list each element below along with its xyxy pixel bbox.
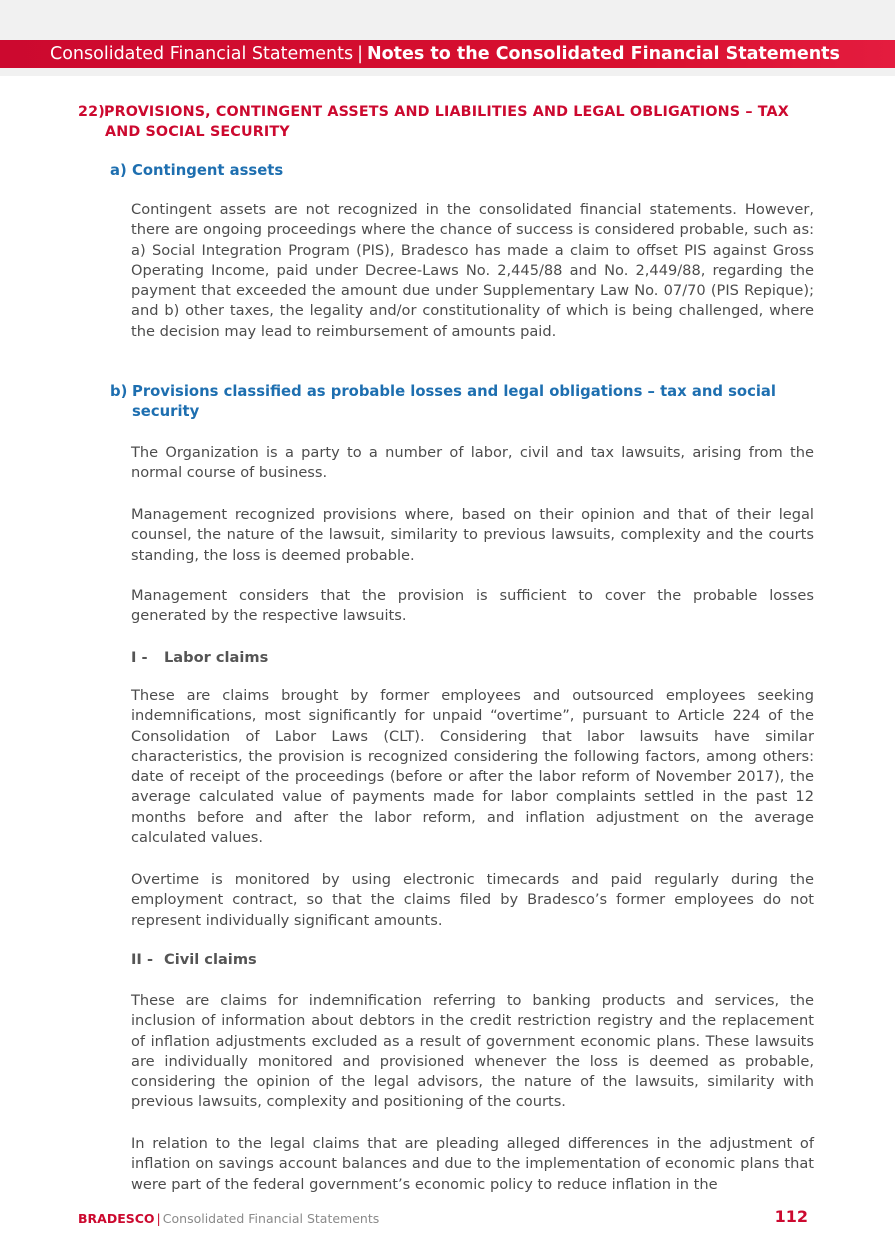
provisions-paragraph-2: Management recognized provisions where, based on their opinion and that of their legal counsel, the nature of the lawsuit, similarity to previous lawsuits, complexity and the courts standing, the loss is deemed probable. [131,506,814,564]
footer-document-title: Consolidated Financial Statements [162,1211,380,1226]
subsection-b-heading [110,382,810,422]
provisions-paragraph-3: Management considers that the provision is sufficient to cover the probable losses generated by the respective lawsuits. [131,587,814,625]
civil-claims-paragraph-1: These are claims for indemnification referring to banking products and services, the inclusion of information about debtors in the credit restriction registry and the replacement of inflation adjustments excluded as a result of government economic plans. These lawsuits are individually monitored and provisioned whenever the loss is deemed as probable, considering the opinion of the legal advisors, the nature of the lawsuits, similarity with previous lawsuits, complexity and positioning of the courts. [131,992,814,1111]
section-number: 22) [78,104,105,120]
labor-claims-paragraph-1: These are claims brought by former employees and outsourced employees seeking indemnifications, most significantly for unpaid “overtime”, pursuant to Article 224 of the Consolidation of Labor Laws (CLT). Considering that labor lawsuits have similar characteristics, the provision is recognized considering the following factors, among others: date of receipt of the proceedings (before or after the labor reform of November 2017), the average calculated value of payments made for labor complaints settled in the past 12 months before and after the labor reform, and inflation adjustment on the average calculated values. [131,687,814,847]
header-subsection-title: Notes to the Consolidated Financial Statements [367,44,840,64]
page-footer [78,1210,379,1228]
header-section-title: Consolidated Financial Statements [50,44,354,64]
civil-claims-heading [131,950,257,970]
footer-brand: BRADESCO [78,1211,155,1226]
section-heading [78,102,818,142]
labor-claims-paragraph-2: Overtime is monitored by using electronic timecards and paid regularly during the employment contract, so that the claims filed by Bradesco’s former employees do not represent individually significant amounts. [131,871,814,929]
labor-claims-title: Labor claims [164,649,269,666]
subsection-b-label: b) [110,383,128,400]
header-underband [0,68,895,76]
page-header [0,40,895,68]
section-title: PROVISIONS, CONTINGENT ASSETS AND LIABILITIES AND LEGAL OBLIGATIONS – TAX AND SOCIAL SECURITY [104,104,789,140]
footer-separator: | [156,1211,161,1226]
header-separator: | [357,44,364,64]
labor-claims-heading [131,648,268,668]
subsection-b-title: Provisions classified as probable losses and legal obligations – tax and social security [132,383,776,420]
provisions-paragraph-1: The Organization is a party to a number of labor, civil and tax lawsuits, arising from the normal course of business. [131,444,814,482]
civil-claims-numeral: II - [131,951,153,968]
top-band [0,0,895,40]
subsection-a-label: a) [110,162,127,179]
civil-claims-paragraph-2: In relation to the legal claims that are pleading alleged differences in the adjustment of inflation on savings account balances and due to the implementation of economic plans that were part of the federal government’s economic policy to reduce inflation in the [131,1135,814,1193]
civil-claims-title: Civil claims [164,951,257,968]
labor-claims-numeral: I - [131,649,148,666]
subsection-a-heading [110,161,810,181]
contingent-assets-paragraph: Contingent assets are not recognized in the consolidated financial statements. However, there are ongoing proceedings where the chance of success is considered probable, such as: a) Social Integration Program (PIS), Bradesco has made a claim to offset PIS against Gross Operating Income, paid under Decree-Laws No. 2,445/88 and No. 2,449/88, regarding the payment that exceeded the amount due under Supplementary Law No. 07/70 (PIS Repique); and b) other taxes, the legality and/or constitutionality of which is being challenged, where the decision may lead to reimbursement of amounts paid. [131,201,814,340]
subsection-a-title: Contingent assets [132,162,284,179]
page-number: 112 [774,1207,808,1226]
